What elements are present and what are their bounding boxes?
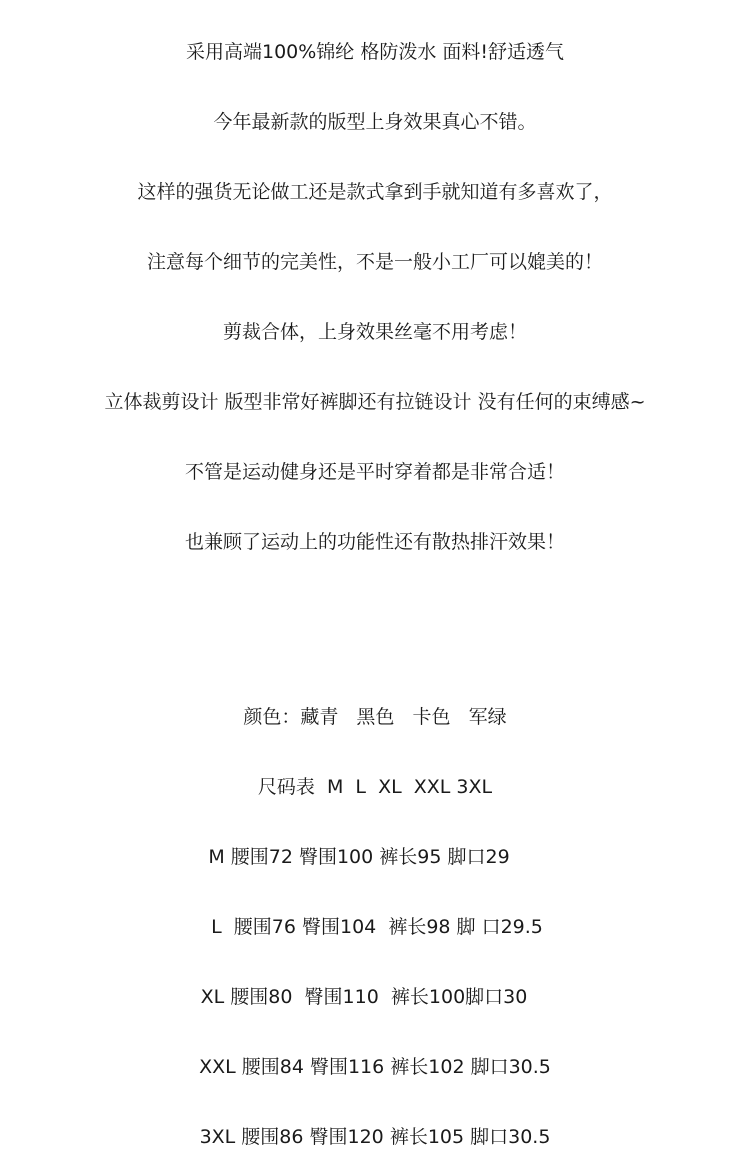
color-options: 颜色：藏青 黑色 卡色 军绿: [243, 706, 507, 728]
description-line-fit: 剪裁合体，上身效果丝毫不用考虑！: [222, 321, 527, 343]
description-line-quality: 这样的强货无论做工还是款式拿到手就知道有多喜欢了，: [137, 181, 613, 203]
description-line-function: 也兼顾了运动上的功能性还有散热排汗效果！: [184, 531, 565, 553]
description-line-design: 立体裁剪设计 版型非常好裤脚还有拉链设计 没有任何的束缚感~: [104, 391, 646, 413]
size-row-xxl: XXL 腰围84 臀围116 裤长102 脚口30.5: [199, 1056, 551, 1078]
description-line-material: 采用高端100%锦纶 格防泼水 面料!舒适透气: [185, 41, 564, 63]
description-line-usage: 不管是运动健身还是平时穿着都是非常合适！: [184, 461, 565, 483]
size-row-3xl: 3XL 腰围86 臀围120 裤长105 脚口30.5: [199, 1126, 551, 1148]
size-row-xl: XL 腰围80 臀围110 裤长100脚口30: [200, 986, 528, 1008]
size-row-m: M 腰围72 臀围100 裤长95 脚口29: [208, 846, 510, 868]
description-line-detail: 注意每个细节的完美性，不是一般小工厂可以媲美的！: [146, 251, 603, 273]
size-chart-header: 尺码表 M L XL XXL 3XL: [257, 776, 493, 798]
description-line-style: 今年最新款的版型上身效果真心不错。: [213, 111, 537, 133]
size-row-l: L 腰围76 臀围104 裤长98 脚 口29.5: [211, 916, 543, 938]
